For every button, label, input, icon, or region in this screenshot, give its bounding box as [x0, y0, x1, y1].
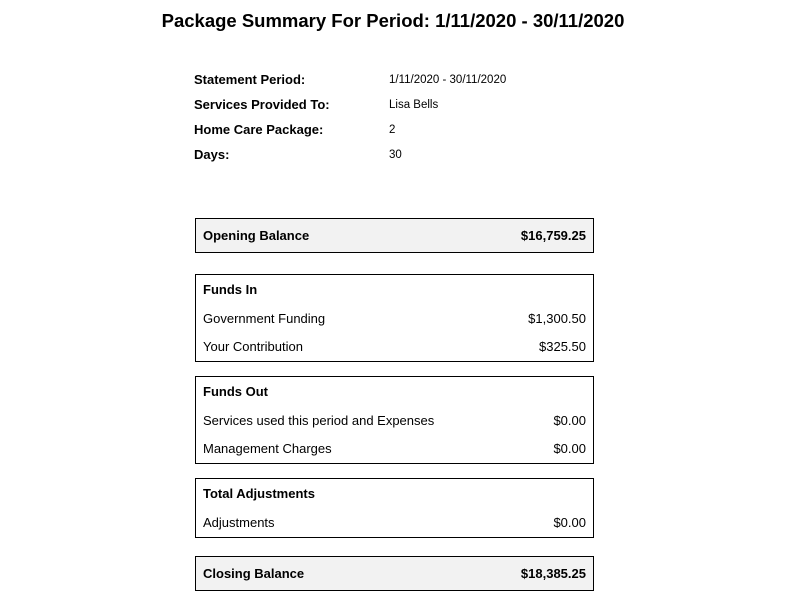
- services-expenses-row: [196, 407, 593, 435]
- services-provided-to-value: Lisa Bells: [389, 99, 439, 111]
- days-value: 30: [389, 149, 402, 161]
- opening-balance-box: [195, 218, 594, 253]
- days-label: Days:: [194, 147, 230, 162]
- services-provided-to-label: Services Provided To:: [194, 97, 330, 112]
- opening-balance-value: $16,759.25: [520, 228, 586, 243]
- management-charges-row: [196, 435, 593, 463]
- funds-in-box: [195, 274, 594, 362]
- adjustments-box: [195, 478, 594, 538]
- services-expenses-value: $0.00: [553, 413, 586, 428]
- total-adjustments-heading: Total Adjustments: [203, 486, 315, 501]
- your-contribution-row: [196, 333, 593, 361]
- opening-balance-label: Opening Balance: [203, 228, 310, 243]
- government-funding-label: Government Funding: [203, 311, 326, 326]
- adjustments-label: Adjustments: [203, 515, 275, 530]
- adjustments-value: $0.00: [553, 515, 586, 530]
- closing-balance-label: Closing Balance: [203, 566, 305, 581]
- government-funding-value: $1,300.50: [528, 311, 586, 326]
- funds-out-heading-row: [196, 377, 593, 407]
- closing-balance-row: [196, 557, 593, 590]
- funds-in-heading: Funds In: [203, 282, 258, 297]
- page-title: Package Summary For Period: 1/11/2020 - 30/11/2020: [161, 10, 625, 31]
- statement-period-label: Statement Period:: [194, 72, 306, 87]
- your-contribution-value: $325.50: [539, 339, 586, 354]
- statement-period-value: 1/11/2020 - 30/11/2020: [389, 74, 507, 86]
- home-care-package-value: 2: [389, 124, 396, 136]
- adjustments-row: [196, 509, 593, 537]
- total-adjustments-heading-row: [196, 479, 593, 509]
- funds-in-heading-row: [196, 275, 593, 305]
- government-funding-row: [196, 305, 593, 333]
- home-care-package-label: Home Care Package:: [194, 122, 324, 137]
- opening-balance-row: [196, 219, 593, 252]
- management-charges-label: Management Charges: [203, 441, 332, 456]
- closing-balance-value: $18,385.25: [520, 566, 586, 581]
- funds-out-heading: Funds Out: [203, 384, 268, 399]
- funds-out-box: [195, 376, 594, 464]
- closing-balance-box: [195, 556, 594, 591]
- your-contribution-label: Your Contribution: [203, 339, 303, 354]
- services-expenses-label: Services used this period and Expenses: [203, 413, 435, 428]
- management-charges-value: $0.00: [553, 441, 586, 456]
